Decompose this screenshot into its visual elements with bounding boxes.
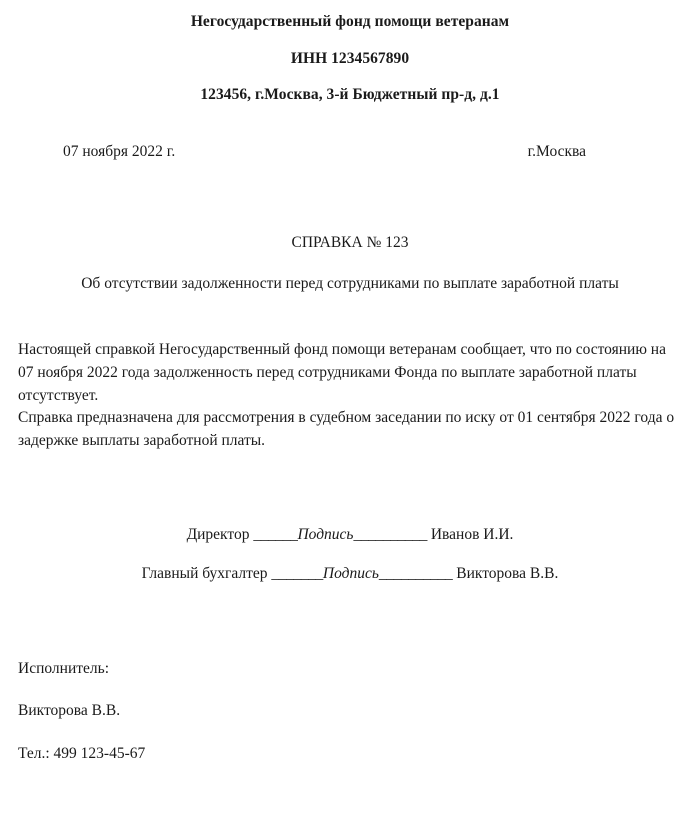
executor-block (0, 661, 700, 762)
body-paragraph-2: Справка предназначена для рассмотрения в судебном заседании по иску от 01 сентября 2022 года о задержке выплаты заработной платы. (18, 409, 675, 450)
body-paragraph-1: Настоящей справкой Негосударственный фонд помощи ветеранам сообщает, что по состоянию на 07 ноября 2022 года задолженность перед сотрудниками Фонда по выплате заработной платы отсутствует. (18, 341, 666, 404)
signature-rule-after: __________ (353, 525, 427, 543)
signature-placeholder-word: Подпись (297, 525, 354, 543)
signature-rule-before: ______ (253, 525, 298, 543)
signature-name: Викторова В.В. (456, 565, 559, 583)
signature-placeholder-word: Подпись (322, 565, 379, 583)
signature-name: Иванов И.И. (430, 525, 514, 543)
executor-label: Исполнитель: (18, 659, 110, 677)
signature-block (0, 527, 700, 582)
document-date: 07 ноября 2022 г. (63, 142, 176, 160)
title-block (0, 235, 700, 291)
executor-name: Викторова В.В. (18, 702, 121, 720)
document-body (0, 339, 700, 453)
signature-row-director (0, 527, 700, 543)
signature-rule-after: __________ (378, 565, 453, 583)
page-subtitle: Об отсутствии задолженности перед сотрудниками по выплате заработной платы (81, 274, 619, 292)
executor-phone: Тел.: 499 123-45-67 (18, 744, 146, 762)
signature-row-accountant (0, 566, 700, 582)
document-city: г.Москва (527, 142, 586, 160)
page-title: СПРАВКА № 123 (291, 234, 409, 251)
signature-role: Главный бухгалтер (141, 565, 268, 583)
organization-name: Негосударственный фонд помощи ветеранам (190, 13, 510, 30)
signature-rule-before: _______ (271, 565, 323, 583)
organization-address: 123456, г.Москва, 3-й Бюджетный пр-д, д.1 (200, 86, 500, 103)
organization-inn: ИНН 1234567890 (290, 49, 410, 67)
date-city-row (0, 144, 700, 160)
signature-role: Директор (186, 525, 250, 543)
letterhead (0, 0, 700, 103)
